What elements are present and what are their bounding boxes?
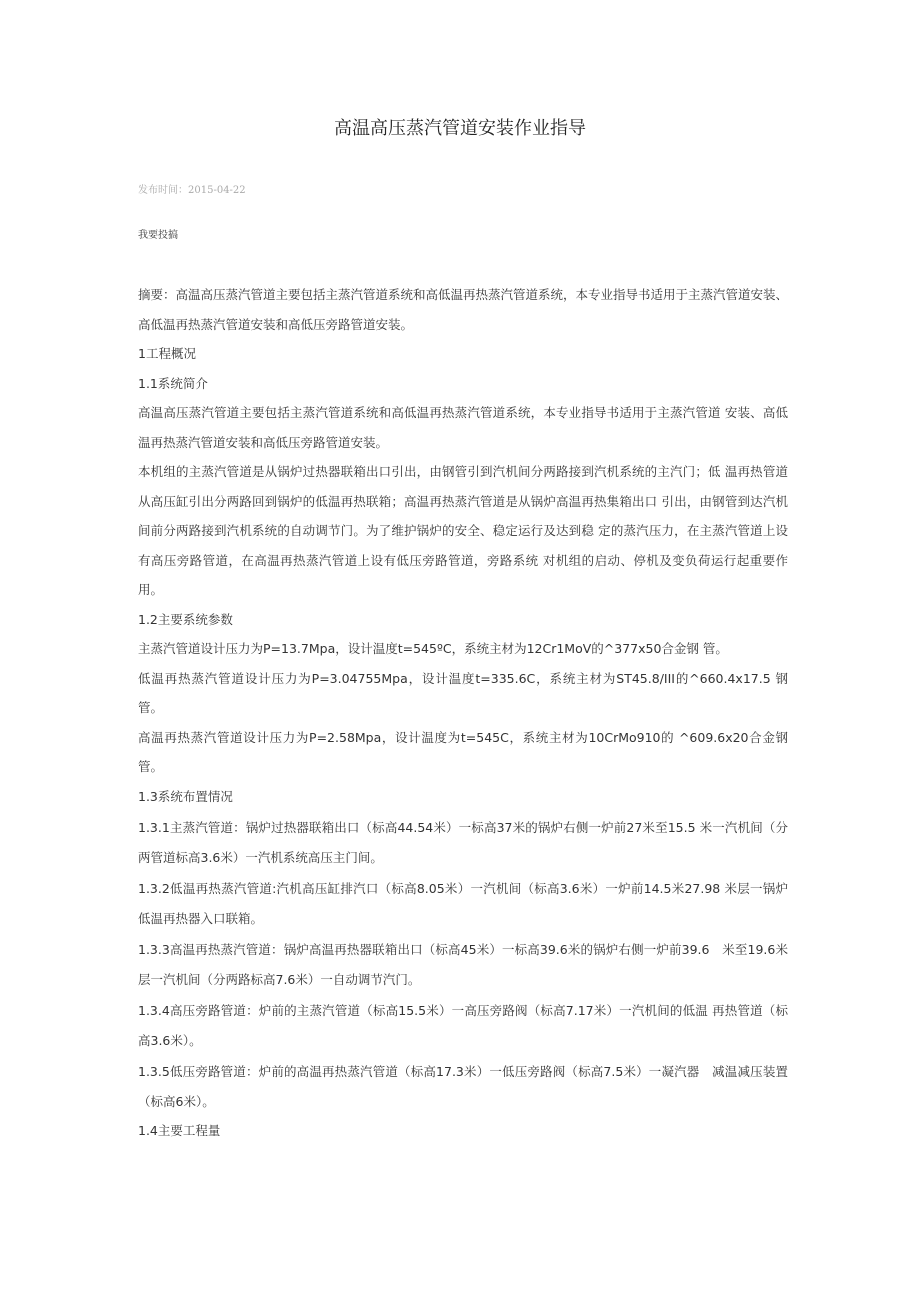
article-body (138, 280, 788, 1146)
publish-time: 发布时间：2015-04-22 (138, 185, 246, 196)
abstract-paragraph: 摘要：高温高压蒸汽管道主要包括主蒸汽管道系统和高低温再热蒸汽管道系统，本专业指导书适用于主蒸汽管道安装、高低温再热蒸汽管道安装和高低压旁路管道安装。 (138, 287, 789, 332)
section-heading: 1.1系统简介 (138, 375, 208, 391)
layout-item: 1.3.5低压旁路管道：炉前的高温再热蒸汽管道（标高17.3米）一低压旁路阀（标高7.5米）一凝汽器 减温减压装置（标高6米）。 (138, 1064, 788, 1109)
section-heading: 1.4主要工程量 (138, 1123, 221, 1138)
parameter-line: 高温再热蒸汽管道设计压力为P=2.58Mpa，设计温度为t=545C，系统主材为10CrMo910的 ^609.6x20合金钢管。 (138, 729, 788, 774)
layout-item: 1.3.2低温再热蒸汽管道:汽机高压缸排汽口（标高8.05米）一汽机间（标高3.6米）一炉前14.5米27.98 米层一锅炉低温再热器入口联箱。 (138, 881, 788, 926)
parameter-line: 低温再热蒸汽管道设计压力为P=3.04755Mpa，设计温度t=335.6C，系统主材为ST45.8/III的^660.4x17.5 钢管。 (138, 670, 788, 715)
submit-article-link[interactable]: 我要投搞 (138, 230, 178, 241)
layout-item: 1.3.3高温再热蒸汽管道：锅炉高温再热器联箱出口（标高45米）一标高39.6米的锅炉右侧一炉前39.6 米至19.6米层一汽机间（分两路标高7.6米）一自动调节汽门。 (138, 942, 788, 987)
body-paragraph: 本机组的主蒸汽管道是从锅炉过热器联箱出口引出，由钢管引到汽机间分两路接到汽机系统的主汽门；低 温再热管道从高压缸引出分两路回到锅炉的低温再热联箱；高温再热蒸汽管道是从锅炉高温再热集箱出口 引出，由钢管到达汽机间前分两路接到汽机系统的自动调节门。为了维护锅炉的安全、稳定运行及达到稳 定的蒸汽压力，在主蒸汽管道上设有高压旁路管道，在高温再热蒸汽管道上设有低压旁路管道，旁路系统 对机组的启动、停机及变负荷运行起重要作用。 (138, 464, 788, 597)
layout-item: 1.3.4高压旁路管道：炉前的主蒸汽管道（标高15.5米）一高压旁路阀（标高7.17米）一汽机间的低温 再热管道（标高3.6米）。 (138, 1003, 788, 1048)
layout-item: 1.3.1主蒸汽管道：锅炉过热器联箱出口（标高44.54米）一标高37米的锅炉右侧一炉前27米至15.5 米一汽机间（分两管道标高3.6米）一汽机系统高压主门间。 (138, 820, 788, 865)
section-heading: 1.3系统布置情况 (138, 788, 233, 804)
body-paragraph: 高温高压蒸汽管道主要包括主蒸汽管道系统和高低温再热蒸汽管道系统，本专业指导书适用于主蒸汽管道 安装、高低温再热蒸汽管道安装和高低压旁路管道安装。 (138, 405, 788, 450)
section-heading: 1工程概况 (138, 346, 196, 361)
section-heading: 1.2主要系统参数 (138, 611, 233, 627)
parameter-line: 主蒸汽管道设计压力为P=13.7Mpa，设计温度t=545ºC，系统主材为12Cr1MoV的^377x50合金钢 管。 (138, 641, 728, 656)
article-title: 高温高压蒸汽管道安装作业指导 (334, 118, 586, 139)
